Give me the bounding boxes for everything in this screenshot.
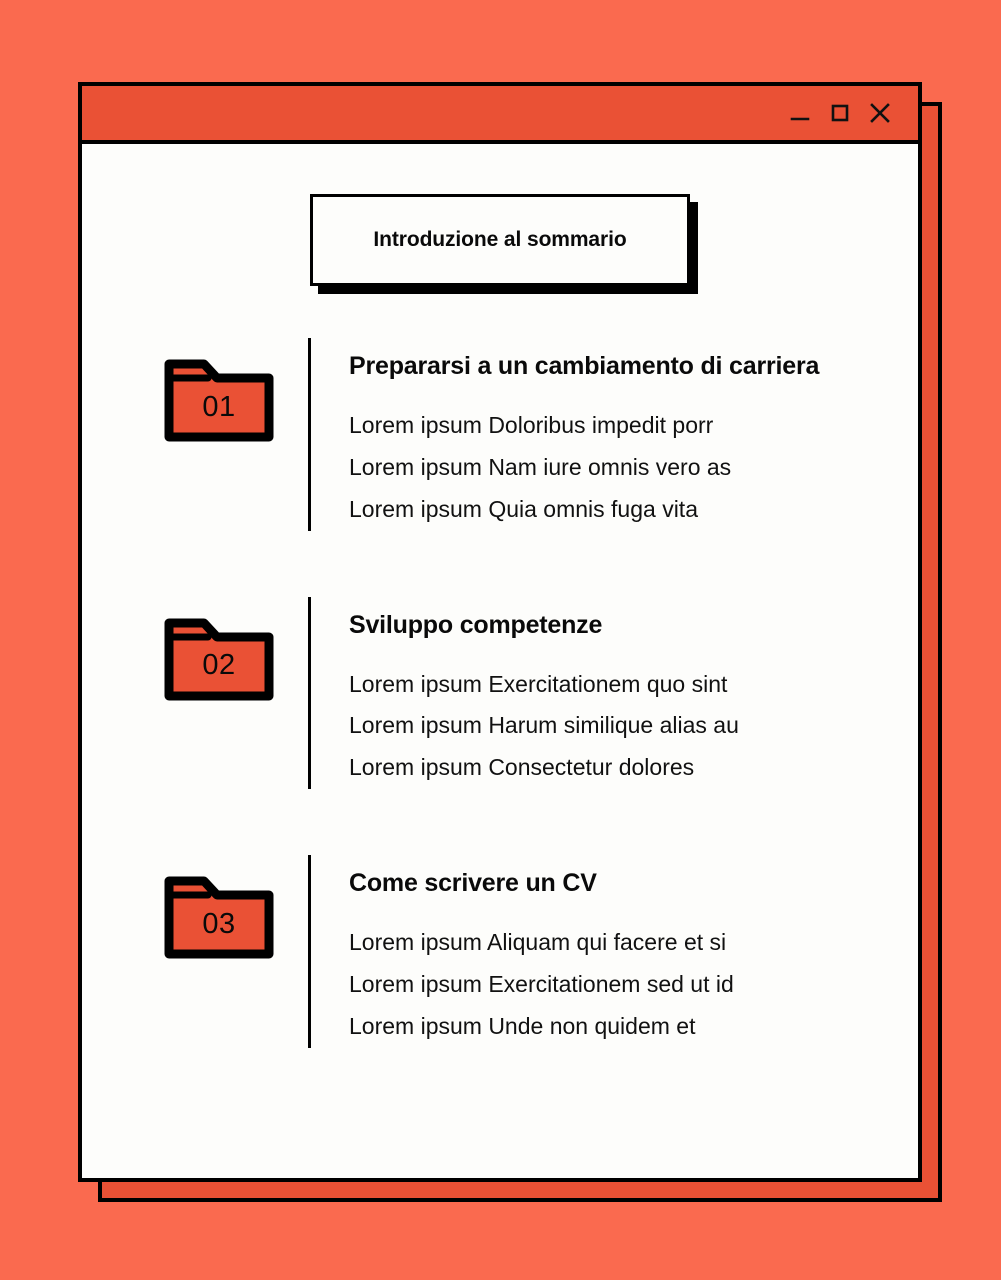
section-item-list: [349, 405, 898, 531]
page-title-card-surface: [310, 194, 690, 286]
list-item: Lorem ipsum Unde non quidem et: [349, 1012, 696, 1039]
list-item: Lorem ipsum Nam iure omnis vero as: [349, 453, 732, 480]
folder-icon: [160, 867, 278, 963]
list-item: Lorem ipsum Doloribus impedit porr: [349, 412, 714, 438]
folder-icon: [160, 609, 278, 705]
section-divider-rule: [308, 338, 311, 531]
section-list: [82, 338, 918, 1048]
close-button[interactable]: [860, 93, 900, 133]
section-divider-rule: [308, 597, 311, 790]
section-item: [160, 597, 898, 790]
window-content: [82, 144, 918, 1178]
app-window: [78, 82, 922, 1182]
list-item: Lorem ipsum Quia omnis fuga vita: [349, 495, 698, 522]
folder-number: 01: [202, 390, 236, 423]
folder-number: 02: [202, 649, 236, 682]
list-item: Lorem ipsum Harum similique alias au: [349, 712, 739, 739]
section-divider-rule: [308, 855, 311, 1048]
list-item: Lorem ipsum Exercitationem quo sint: [349, 670, 728, 697]
window-stack: [78, 82, 922, 1182]
list-item: Lorem ipsum Consectetur dolores: [349, 754, 695, 781]
maximize-button[interactable]: [820, 93, 860, 133]
section-heading: Come scrivere un CV: [349, 869, 597, 898]
minimize-button[interactable]: [780, 93, 820, 133]
section-item-list: [349, 664, 898, 790]
section-content: [308, 597, 898, 790]
section-content: [308, 855, 898, 1048]
list-item: Lorem ipsum Exercitationem sed ut id: [349, 971, 734, 998]
section-content: [308, 338, 898, 531]
page-title-card: [310, 194, 690, 286]
window-title-bar: [82, 86, 918, 144]
folder-icon: [160, 350, 278, 446]
section-item: [160, 855, 898, 1048]
folder-number: 03: [202, 907, 236, 940]
list-item: Lorem ipsum Aliquam qui facere et si: [349, 929, 727, 956]
page-title: Introduzione al sommario: [373, 228, 627, 251]
section-item-list: [349, 922, 898, 1048]
section-heading: Prepararsi a un cambiamento di carriera: [349, 352, 820, 380]
section-heading: Sviluppo competenze: [349, 610, 603, 639]
section-item: [160, 338, 898, 531]
